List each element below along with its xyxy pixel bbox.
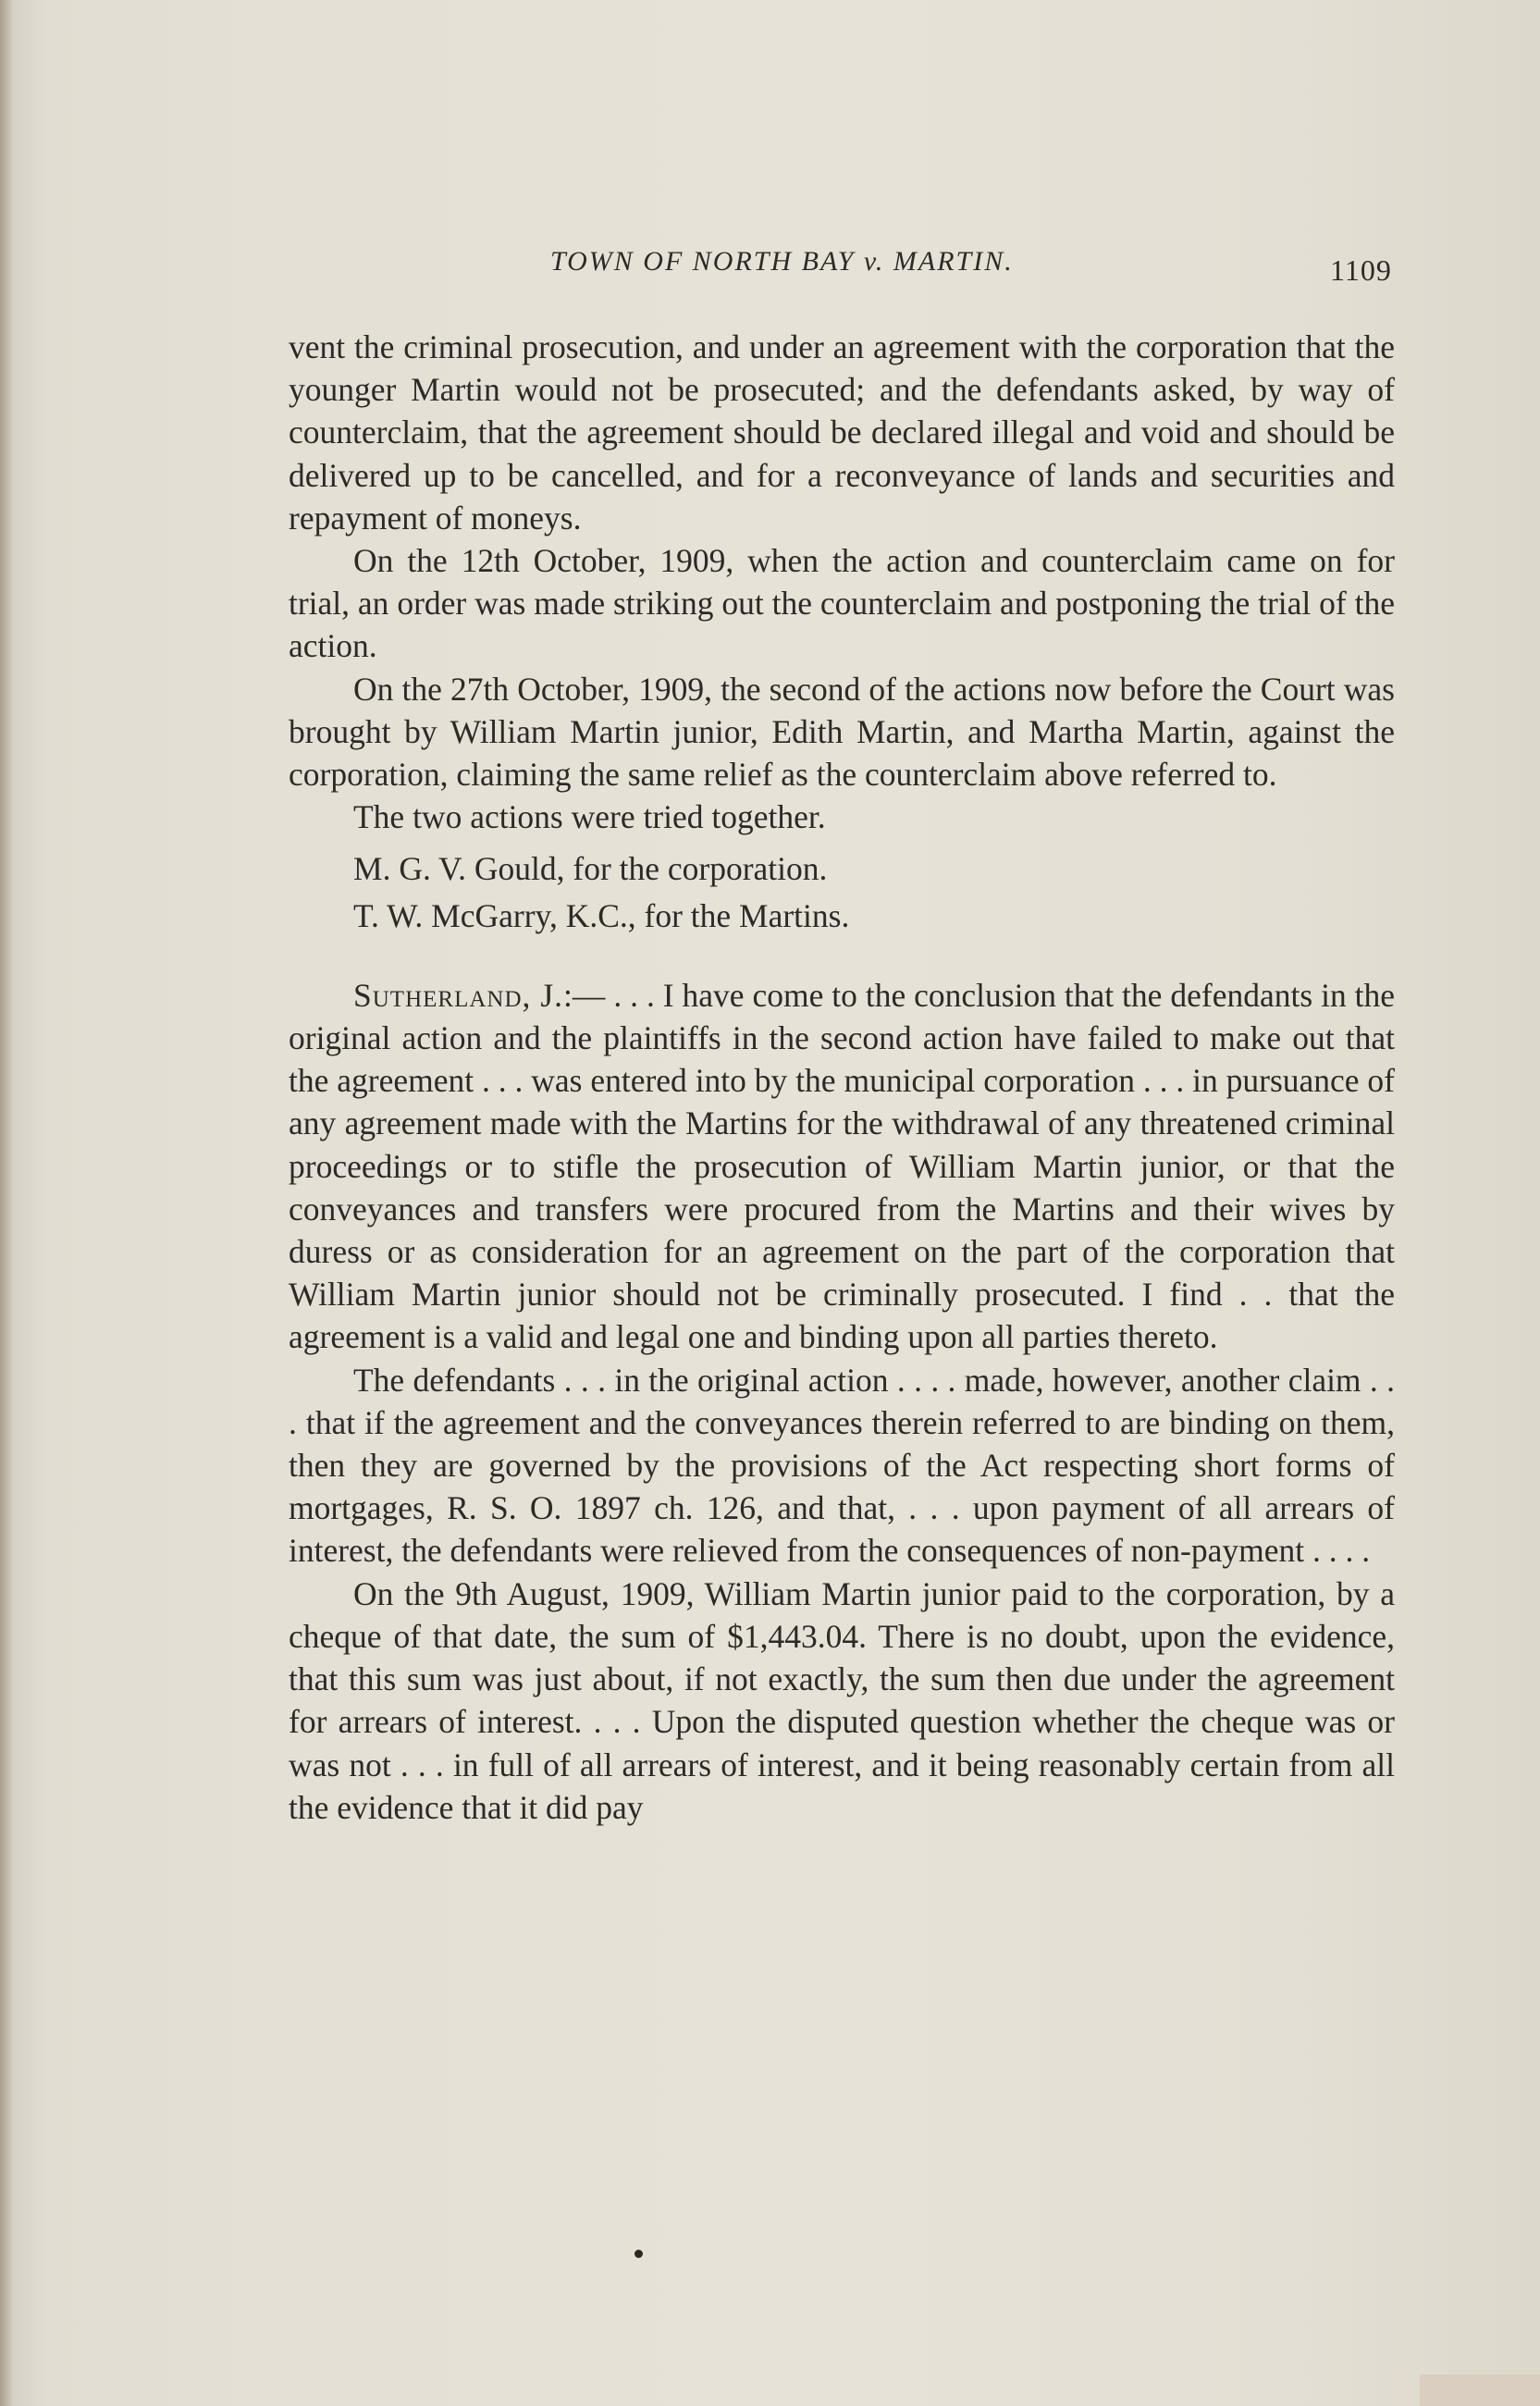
book-spine-shadow — [0, 0, 13, 2406]
counsel-line: T. W. McGarry, K.C., for the Martins. — [353, 896, 850, 934]
paragraph: On the 12th October, 1909, when the action and counterclaim came on for trial, an order was made striking out the counterclaim and postponing the trial of the action. — [289, 542, 1395, 665]
counsel-line: M. G. V. Gould, for the corporation. — [353, 850, 828, 888]
page-header — [296, 239, 1406, 294]
page-number: 1109 — [1330, 253, 1392, 287]
page-mark — [634, 2250, 643, 2258]
corner-discoloration — [1420, 2375, 1540, 2406]
paragraph: On the 27th October, 1909, the second of the actions now before the Court was brought by William Martin junior, Edith Martin, and Martha Martin, against the corporation, claiming the same relief as the counterclaim above referred to. — [289, 670, 1395, 794]
paragraph: On the 9th August, 1909, William Martin junior paid to the corporation, by a cheque of that date, the sum of $1,443.04. There is no doubt, upon the evidence, that this sum was just about, if not exactly, the sum then due under the agreement for arrears of interest. . . . Upon the disputed question whether the cheque was or was not . . . in full of all arrears of interest, and it being reasonably certain from all the evidence that it did pay — [289, 1574, 1395, 1826]
judgment-opening-text: :— . . . I have come to the conclusion that the defendants in the original action and the plaintiffs in the second action have failed to make out that the agreement . . . was entered into by the municipal corporation . . . in pursuance of any agreement made with the Martins for the withdrawal of any threatened criminal proceedings or to stifle the prosecution of William Martin junior, or that the conveyances and transfers were procured from the Martins and their wives by duress or as consideration for an agreement on the part of the corporation that William Martin junior should not be criminally prosecuted. I find . . that the agreement is a valid and legal one and binding upon all parties thereto. — [289, 976, 1395, 1356]
judgment-opening — [289, 974, 1395, 1359]
section-gap — [289, 937, 1395, 974]
paragraph: The two actions were tried together. — [353, 798, 826, 836]
paragraph-continuation: vent the criminal prosecution, and under an agreement with the corporation that the younger Martin would not be prosecuted; and the defendants asked, by way of counterclaim, that the agreement should be declared illegal and void and should be delivered up to be cancelled, and for a reconveyance of lands and securities and repayment of moneys. — [289, 328, 1395, 537]
paragraph: The defendants . . . in the original action . . . . made, however, another claim . . . that if the agreement and the conveyances therein referred to are binding on them, then they are governed by the provisions of the Act respecting short forms of mortgages, R. S. O. 1897 ch. 126, and that, . . . upon payment of all arrears of interest, the defendants were relieved from the consequences of non-payment . . . . — [289, 1361, 1395, 1570]
body-text — [289, 326, 1395, 1829]
judge-name: Sutherland, J. — [353, 976, 564, 1014]
running-head: TOWN OF NORTH BAY v. MARTIN. — [550, 246, 1014, 277]
